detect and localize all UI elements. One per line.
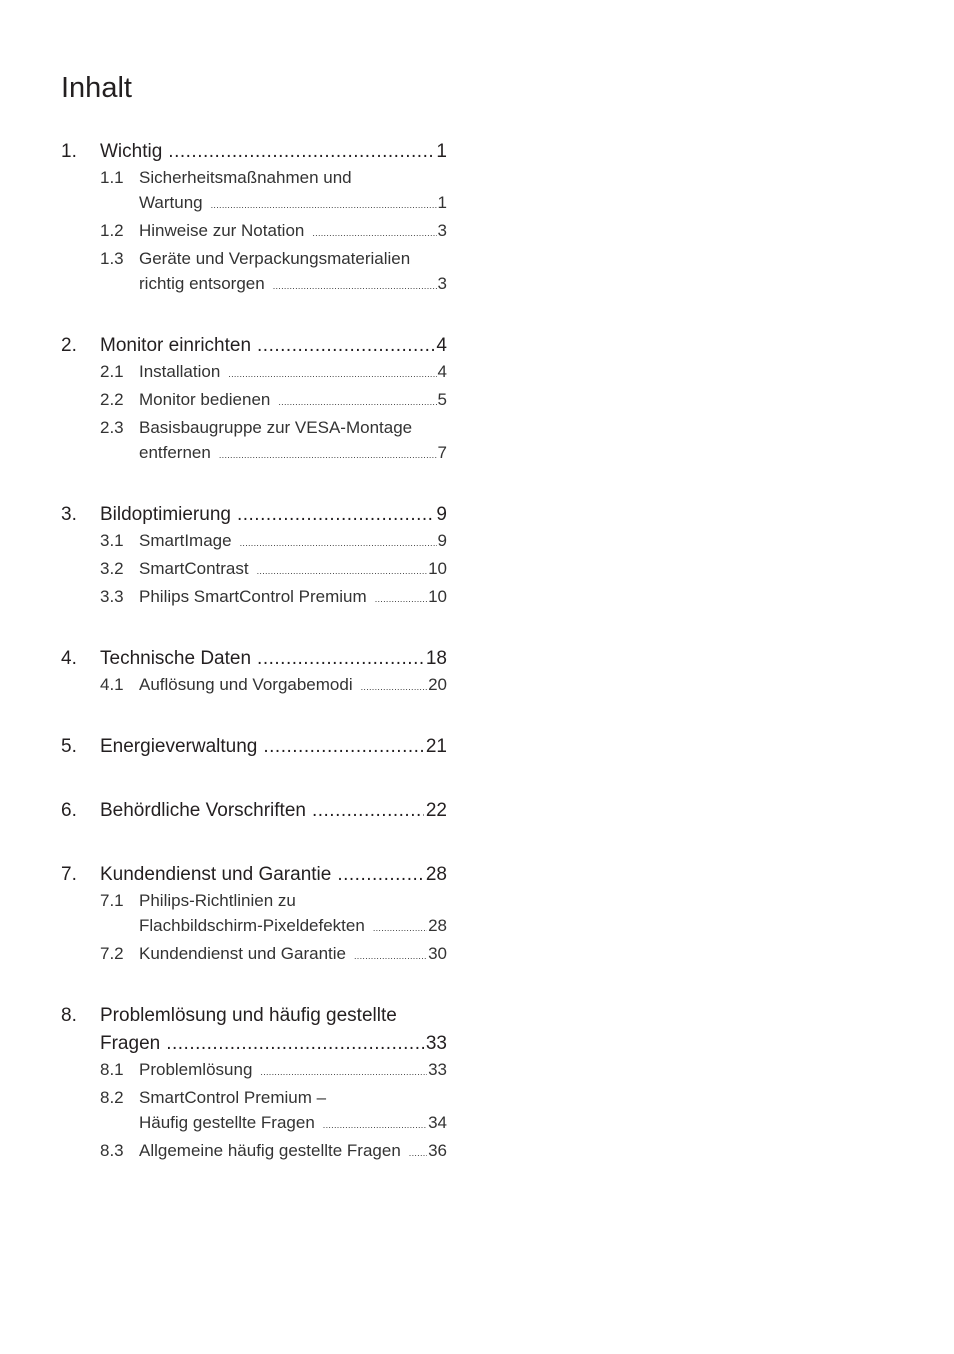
section-page: 3 xyxy=(437,221,447,240)
toc-section-entry-continued[interactable] xyxy=(61,1110,447,1138)
toc-section-entry[interactable] xyxy=(61,528,447,556)
table-of-contents xyxy=(61,138,447,1199)
section-number: 8.2 xyxy=(100,1088,124,1107)
chapter-title: Wichtig xyxy=(100,141,163,162)
section-title: richtig entsorgen xyxy=(139,274,265,293)
section-page: 7 xyxy=(437,443,447,462)
dot-leader xyxy=(168,138,434,165)
toc-section-entry[interactable] xyxy=(61,941,447,969)
dot-leader xyxy=(312,221,436,246)
chapter-title: Fragen xyxy=(100,1033,161,1054)
toc-section-entry-continued[interactable] xyxy=(61,913,447,941)
section-page: 1 xyxy=(437,193,447,212)
section-page: 3 xyxy=(437,274,447,293)
chapter-page: 4 xyxy=(436,335,447,356)
section-title: Problemlösung xyxy=(139,1060,253,1079)
chapter-page: 21 xyxy=(425,736,447,757)
toc-section-entry[interactable] xyxy=(61,165,447,190)
section-title: Philips SmartControl Premium xyxy=(139,587,367,606)
section-page: 20 xyxy=(428,675,447,694)
toc-chapter-entry[interactable] xyxy=(61,501,447,528)
page-title: Inhalt xyxy=(61,72,132,104)
section-title: Häufig gestellte Fragen xyxy=(139,1113,315,1132)
section-title: Geräte und Verpackungsmaterialien xyxy=(139,249,411,268)
toc-chapter-entry[interactable] xyxy=(61,733,447,760)
section-title: Wartung xyxy=(139,193,203,212)
section-title: Flachbildschirm-Pixeldefekten xyxy=(139,916,365,935)
toc-chapter-entry-continued[interactable] xyxy=(61,1030,447,1057)
toc-section-entry[interactable] xyxy=(61,218,447,246)
toc-chapter-entry[interactable] xyxy=(61,332,447,359)
toc-chapter-entry[interactable] xyxy=(61,138,447,165)
toc-section-entry[interactable] xyxy=(61,888,447,913)
chapter-title: Monitor einrichten xyxy=(100,335,252,356)
toc-chapter-3 xyxy=(61,501,447,612)
dot-leader xyxy=(373,916,427,941)
toc-chapter-8 xyxy=(61,1002,447,1166)
toc-section-entry[interactable] xyxy=(61,359,447,387)
section-title: SmartContrast xyxy=(139,559,249,578)
toc-chapter-7 xyxy=(61,861,447,969)
dot-leader xyxy=(361,675,427,700)
toc-section-entry[interactable] xyxy=(61,1085,447,1110)
toc-section-entry[interactable] xyxy=(61,672,447,700)
toc-chapter-5 xyxy=(61,733,447,760)
dot-leader xyxy=(409,1141,427,1166)
dot-leader xyxy=(237,501,434,528)
toc-chapter-entry[interactable] xyxy=(61,861,447,888)
section-number: 1.2 xyxy=(100,221,124,240)
chapter-title: Technische Daten xyxy=(100,648,252,669)
chapter-number: 7. xyxy=(61,864,77,885)
toc-chapter-4 xyxy=(61,645,447,700)
dot-leader xyxy=(257,645,424,672)
toc-section-entry[interactable] xyxy=(61,415,447,440)
section-page: 10 xyxy=(428,587,447,606)
section-title: Monitor bedienen xyxy=(139,390,271,409)
toc-chapter-1 xyxy=(61,138,447,299)
section-title: SmartControl Premium – xyxy=(139,1088,327,1107)
chapter-page: 33 xyxy=(425,1033,447,1054)
dot-leader xyxy=(219,443,437,468)
section-page: 34 xyxy=(428,1113,447,1132)
section-number: 8.3 xyxy=(100,1141,124,1160)
chapter-title: Kundendienst und Garantie xyxy=(100,864,332,885)
dot-leader xyxy=(257,559,427,584)
chapter-number: 2. xyxy=(61,335,77,356)
toc-chapter-6 xyxy=(61,797,447,824)
chapter-title: Bildoptimierung xyxy=(100,504,231,525)
section-title: Allgemeine häufig gestellte Fragen xyxy=(139,1141,401,1160)
section-number: 1.1 xyxy=(100,168,124,187)
section-number: 3.1 xyxy=(100,531,124,550)
toc-section-entry[interactable] xyxy=(61,246,447,271)
section-number: 7.1 xyxy=(100,891,124,910)
dot-leader xyxy=(375,587,427,612)
section-title: Basisbaugruppe zur VESA-Montage xyxy=(139,418,413,437)
dot-leader xyxy=(211,193,437,218)
chapter-title: Problemlösung und häufig gestellte xyxy=(100,1005,397,1026)
section-number: 3.2 xyxy=(100,559,124,578)
section-title: Philips-Richtlinien zu xyxy=(139,891,296,910)
section-page: 30 xyxy=(428,944,447,963)
toc-section-entry[interactable] xyxy=(61,556,447,584)
section-page: 28 xyxy=(428,916,447,935)
dot-leader xyxy=(166,1030,424,1057)
section-number: 4.1 xyxy=(100,675,124,694)
chapter-number: 3. xyxy=(61,504,77,525)
chapter-number: 5. xyxy=(61,736,77,757)
chapter-title: Energieverwaltung xyxy=(100,736,258,757)
section-page: 5 xyxy=(437,390,447,409)
chapter-page: 28 xyxy=(425,864,447,885)
dot-leader xyxy=(323,1113,427,1138)
dot-leader xyxy=(354,944,427,969)
toc-chapter-entry[interactable] xyxy=(61,797,447,824)
chapter-page: 9 xyxy=(436,504,447,525)
toc-section-entry[interactable] xyxy=(61,387,447,415)
toc-chapter-entry[interactable] xyxy=(61,645,447,672)
chapter-page: 22 xyxy=(425,800,447,821)
dot-leader xyxy=(263,733,423,760)
chapter-page: 18 xyxy=(425,648,447,669)
chapter-number: 4. xyxy=(61,648,77,669)
section-page: 33 xyxy=(428,1060,447,1079)
toc-section-entry[interactable] xyxy=(61,584,447,612)
chapter-number: 1. xyxy=(61,141,77,162)
dot-leader xyxy=(240,531,437,556)
dot-leader xyxy=(260,1060,427,1085)
chapter-number: 6. xyxy=(61,800,77,821)
section-title: Sicherheitsmaßnahmen und xyxy=(139,168,352,187)
toc-section-entry[interactable] xyxy=(61,1057,447,1085)
section-title: Installation xyxy=(139,362,221,381)
section-page: 36 xyxy=(428,1141,447,1160)
section-title: Kundendienst und Garantie xyxy=(139,944,346,963)
section-number: 2.3 xyxy=(100,418,124,437)
section-number: 8.1 xyxy=(100,1060,124,1079)
section-number: 2.1 xyxy=(100,362,124,381)
chapter-page: 1 xyxy=(436,141,447,162)
dot-leader xyxy=(273,274,437,299)
section-number: 1.3 xyxy=(100,249,124,268)
dot-leader xyxy=(228,362,436,387)
section-page: 9 xyxy=(437,531,447,550)
toc-section-entry-continued[interactable] xyxy=(61,271,447,299)
chapter-title: Behördliche Vorschriften xyxy=(100,800,306,821)
section-title: Auflösung und Vorgabemodi xyxy=(139,675,353,694)
dot-leader xyxy=(278,390,436,415)
section-page: 4 xyxy=(437,362,447,381)
toc-chapter-2 xyxy=(61,332,447,468)
toc-section-entry-continued[interactable] xyxy=(61,190,447,218)
section-page: 10 xyxy=(428,559,447,578)
toc-chapter-entry[interactable] xyxy=(61,1002,447,1030)
section-number: 7.2 xyxy=(100,944,124,963)
dot-leader xyxy=(257,332,434,359)
dot-leader xyxy=(337,861,424,888)
dot-leader xyxy=(312,797,424,824)
section-number: 2.2 xyxy=(100,390,124,409)
section-title: entfernen xyxy=(139,443,211,462)
chapter-number: 8. xyxy=(61,1005,77,1026)
toc-section-entry-continued[interactable] xyxy=(61,440,447,468)
section-title: Hinweise zur Notation xyxy=(139,221,305,240)
section-number: 3.3 xyxy=(100,587,124,606)
toc-section-entry[interactable] xyxy=(61,1138,447,1166)
section-title: SmartImage xyxy=(139,531,232,550)
